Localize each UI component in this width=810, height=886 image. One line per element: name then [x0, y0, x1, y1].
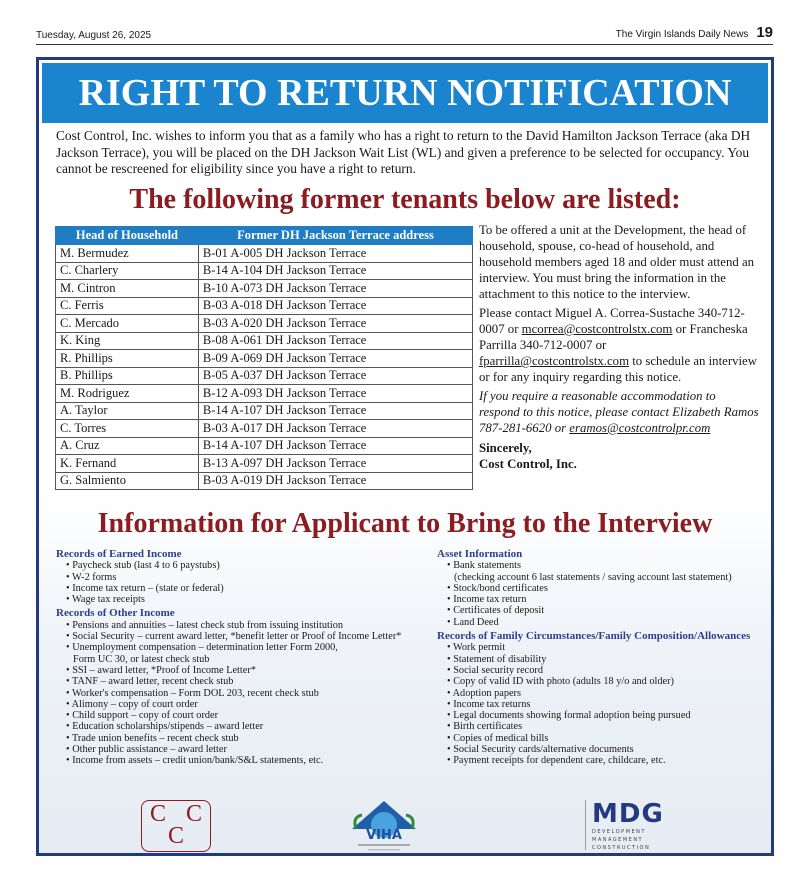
list-item: • Bank statements (checking account 6 last statements / saving account last statement) — [447, 560, 771, 583]
signature: Sincerely, Cost Control, Inc. — [479, 441, 577, 471]
name-cell: B. Phillips — [56, 367, 199, 385]
email-link[interactable]: fparrilla@costcontrolstx.com — [479, 354, 630, 368]
notice-ad — [36, 57, 774, 856]
name-cell: C. Mercado — [56, 315, 199, 333]
name-cell: C. Charlery — [56, 262, 199, 280]
address-cell: B-14 A-104 DH Jackson Terrace — [198, 262, 472, 280]
list-item: • Birth certificates — [447, 721, 771, 732]
list-item: • Social Security – current award letter, *benefit letter or Proof of Income Letter* — [66, 631, 436, 642]
interview-paragraph: To be offered a unit at the Development, the head of household, spouse, co-head of household, and household members aged 18 and older must attend an interview. You must bring the information in the attachment to this notice to the interview. — [479, 223, 755, 301]
list-item: • Payment receipts for dependent care, childcare, etc. — [447, 755, 771, 766]
table-row — [56, 455, 473, 473]
section-title: Records of Family Circumstances/Family Composition/Allowances — [437, 630, 751, 643]
address-cell: B-12 A-093 DH Jackson Terrace — [198, 385, 472, 403]
address-cell: B-08 A-061 DH Jackson Terrace — [198, 332, 472, 350]
address-cell: B-14 A-107 DH Jackson Terrace — [198, 437, 472, 455]
list-item: • Social Security cards/alternative documents — [447, 744, 771, 755]
name-cell: A. Cruz — [56, 437, 199, 455]
col-header: Former DH Jackson Terrace address — [198, 227, 472, 245]
list-item: • Worker's compensation – Form DOL 203, recent check stub — [66, 688, 436, 699]
table-row — [56, 402, 473, 420]
address-cell: B-03 A-018 DH Jackson Terrace — [198, 297, 472, 315]
list-item: • TANF – award letter, recent check stub — [66, 676, 436, 687]
address-cell: B-01 A-005 DH Jackson Terrace — [198, 245, 472, 263]
list-item: • Social security record — [447, 665, 771, 676]
logos — [39, 798, 771, 854]
instructions — [479, 222, 759, 475]
list-item: • SSI – award letter, *Proof of Income Letter* — [66, 665, 436, 676]
document-list — [56, 620, 436, 767]
table-row — [56, 315, 473, 333]
list-item: • Pensions and annuities – latest check stub from issuing institution — [66, 620, 436, 631]
section-title: Asset Information — [437, 548, 523, 560]
document-list — [56, 560, 436, 605]
list-item: • Certificates of deposit — [447, 605, 771, 616]
table-row — [56, 367, 473, 385]
list-item: • Adoption papers — [447, 688, 771, 699]
name-cell: M. Bermudez — [56, 245, 199, 263]
list-item: • W-2 forms — [66, 572, 436, 583]
name-cell: C. Ferris — [56, 297, 199, 315]
accommodation-paragraph: If you require a reasonable accommodation to respond to this notice, please contact Elizabeth Ramos 787-281-6620 or eramos@costcontrolpr.com — [479, 389, 759, 435]
table-row — [56, 332, 473, 350]
page-number: 19 — [756, 24, 773, 41]
list-item: • Legal documents showing formal adoption being pursued — [447, 710, 771, 721]
date: Tuesday, August 26, 2025 — [36, 30, 152, 41]
documents-right — [437, 546, 771, 767]
name-cell: C. Torres — [56, 420, 199, 438]
tenants-table — [55, 226, 473, 490]
list-item: • Land Deed — [447, 617, 771, 628]
info-heading: Information for Applicant to Bring to the Interview — [97, 508, 713, 539]
name-cell: K. King — [56, 332, 199, 350]
list-item: • Income tax returns — [447, 699, 771, 710]
section-title: Records of Other Income — [56, 607, 175, 620]
list-item: • Income tax return — [447, 594, 771, 605]
document-list — [437, 560, 771, 628]
address-cell: B-03 A-017 DH Jackson Terrace — [198, 420, 472, 438]
col-header: Head of Household — [56, 227, 199, 245]
list-item: • Work permit — [447, 642, 771, 653]
table-row — [56, 297, 473, 315]
name-cell: K. Fernand — [56, 455, 199, 473]
address-cell: B-03 A-020 DH Jackson Terrace — [198, 315, 472, 333]
list-item: • Unemployment compensation – determination letter Form 2000, Form UC 30, or latest check stub — [66, 642, 436, 665]
intro-paragraph: Cost Control, Inc. wishes to inform you that as a family who has a right to return to the David Hamilton Jackson Terrace (aka DH Jackson Terrace), you will be placed on the DH Jackson Wait List (WL) and given a preference to be selected for occupancy. You cannot be rescreened for eligibility since you have a right to return. — [56, 128, 751, 176]
svg-text:VIHA: VIHA — [366, 828, 402, 843]
table-row — [56, 420, 473, 438]
table-row — [56, 437, 473, 455]
address-cell: B-03 A-019 DH Jackson Terrace — [198, 472, 472, 490]
table-row — [56, 245, 473, 263]
address-cell: B-09 A-069 DH Jackson Terrace — [198, 350, 472, 368]
list-item: • Wage tax receipts — [66, 594, 436, 605]
address-cell: B-14 A-107 DH Jackson Terrace — [198, 402, 472, 420]
name-cell: G. Salmiento — [56, 472, 199, 490]
mdg-logo: MDG DEVELOPMENT MANAGEMENT CONSTRUCTION — [585, 800, 664, 850]
list-item: • Child support – copy of court order — [66, 710, 436, 721]
name-cell: A. Taylor — [56, 402, 199, 420]
table-row — [56, 385, 473, 403]
documents-left — [56, 546, 436, 767]
list-item: • Statement of disability — [447, 654, 771, 665]
name-cell: M. Cintron — [56, 280, 199, 298]
list-item: • Income tax return – (state or federal) — [66, 583, 436, 594]
title-banner: RIGHT TO RETURN NOTIFICATION — [42, 63, 768, 123]
contact-paragraph: Please contact Miguel A. Correa-Sustache 340-712-0007 or mcorrea@costcontrolstx.com or Francheska Parrilla 340-712-0007 or fparrilla@costcontrolstx.com to schedule an interview or for any inquiry regarding this notice. — [479, 306, 757, 384]
address-cell: B-13 A-097 DH Jackson Terrace — [198, 455, 472, 473]
list-item: • Other public assistance – award letter — [66, 744, 436, 755]
address-cell: B-05 A-037 DH Jackson Terrace — [198, 367, 472, 385]
section-title: Records of Earned Income — [56, 548, 182, 560]
email-link[interactable]: eramos@costcontrolpr.com — [569, 421, 711, 435]
list-item: • Paycheck stub (last 4 to 6 paystubs) — [66, 560, 436, 571]
table-row — [56, 280, 473, 298]
tenants-heading: The following former tenants below are listed: — [129, 184, 681, 215]
list-item: • Income from assets – credit union/bank/S&L statements, etc. — [66, 755, 436, 766]
ccc-logo: C C C — [141, 800, 211, 852]
document-list — [437, 642, 771, 766]
table-row — [56, 262, 473, 280]
paper-name: The Virgin Islands Daily News — [615, 29, 749, 40]
address-cell: B-10 A-073 DH Jackson Terrace — [198, 280, 472, 298]
list-item: • Copy of valid ID with photo (adults 18 y/o and older) — [447, 676, 771, 687]
viha-logo — [344, 799, 424, 854]
table-row — [56, 472, 473, 490]
list-item: • Alimony – copy of court order — [66, 699, 436, 710]
name-cell: R. Phillips — [56, 350, 199, 368]
page-header — [36, 24, 773, 45]
list-item: • Education scholarships/stipends – award letter — [66, 721, 436, 732]
email-link[interactable]: mcorrea@costcontrolstx.com — [521, 322, 673, 336]
table-row — [56, 350, 473, 368]
list-item: • Trade union benefits – recent check stub — [66, 733, 436, 744]
name-cell: M. Rodriguez — [56, 385, 199, 403]
list-item: • Copies of medical bills — [447, 733, 771, 744]
list-item: • Stock/bond certificates — [447, 583, 771, 594]
